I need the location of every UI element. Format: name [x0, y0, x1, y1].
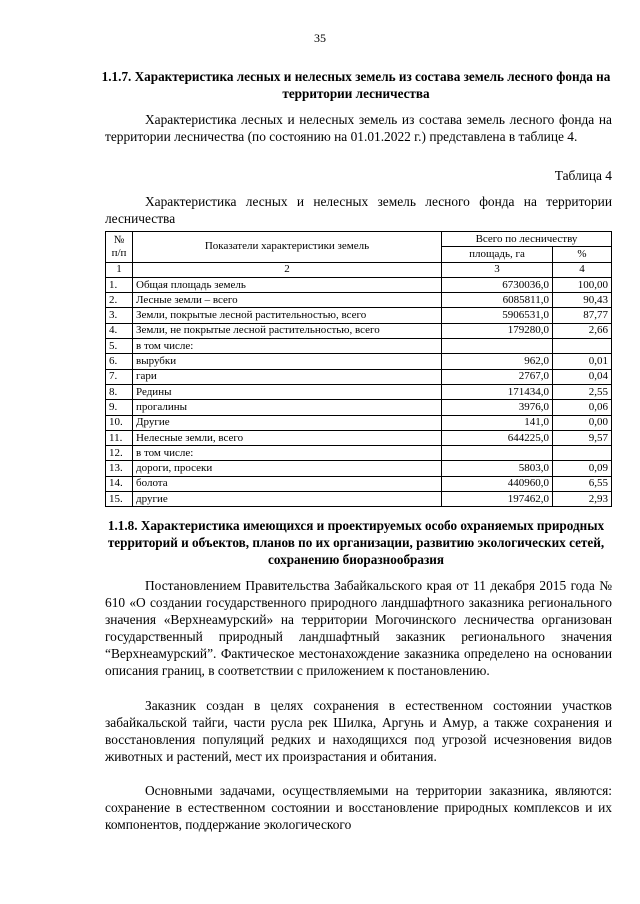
- header-num: № п/п: [106, 232, 133, 263]
- row-area-cell: 6730036,0: [442, 277, 553, 292]
- table-label: Таблица 4: [554, 168, 612, 183]
- body-paragraph: Основными задачами, осуществляемыми на территории заказника, являются: сохранение в естественном состоянии и восстановление природных комплексов и их компонентов, поддержание экологического: [105, 783, 612, 832]
- table-row: [106, 384, 612, 399]
- row-area-cell: 5906531,0: [442, 308, 553, 323]
- row-percent-cell: 0,04: [553, 369, 612, 384]
- row-percent-cell: 0,00: [553, 415, 612, 430]
- header-group: Всего по лесничеству: [442, 232, 612, 247]
- row-area-cell: 179280,0: [442, 323, 553, 338]
- table-row: [106, 400, 612, 415]
- row-num-cell: 3.: [106, 308, 133, 323]
- table-row: [106, 492, 612, 507]
- row-num-cell: 1.: [106, 277, 133, 292]
- row-name-cell: Общая площадь земель: [133, 277, 442, 292]
- row-percent-cell: 0,01: [553, 354, 612, 369]
- header-indicator: Показатели характеристики земель: [133, 232, 442, 263]
- row-num-cell: 8.: [106, 384, 133, 399]
- table-row: [106, 339, 612, 354]
- table-header-row: [106, 232, 612, 247]
- table-row: [106, 369, 612, 384]
- row-area-cell: 197462,0: [442, 492, 553, 507]
- row-area-cell: 3976,0: [442, 400, 553, 415]
- table-row: [106, 323, 612, 338]
- row-name-cell: другие: [133, 492, 442, 507]
- row-percent-cell: 9,57: [553, 430, 612, 445]
- row-area-cell: [442, 339, 553, 354]
- index-cell: 3: [442, 262, 553, 277]
- row-percent-cell: 2,66: [553, 323, 612, 338]
- body-paragraph: Постановлением Правительства Забайкальского края от 11 декабря 2015 года № 610 «О создании государственного природного ландшафтного заказника регионального значения «Верхнеамурский» на территории Могочинского лесничества организован государственный природный ландшафтный заказник регионального значения “Верхнеамурский”. Фактическое местонахождение заказника определено на основании описания границ, в соответствии с приложением к постановлению.: [105, 578, 612, 678]
- row-name-cell: Земли, покрытые лесной растительностью, всего: [133, 308, 442, 323]
- row-percent-cell: 100,00: [553, 277, 612, 292]
- row-area-cell: [442, 446, 553, 461]
- table-row: [106, 446, 612, 461]
- row-area-cell: 2767,0: [442, 369, 553, 384]
- row-num-cell: 14.: [106, 476, 133, 491]
- row-name-cell: в том числе:: [133, 339, 442, 354]
- table-row: [106, 415, 612, 430]
- row-area-cell: 141,0: [442, 415, 553, 430]
- row-num-cell: 11.: [106, 430, 133, 445]
- row-name-cell: в том числе:: [133, 446, 442, 461]
- section-heading: 1.1.7. Характеристика лесных и нелесных земель из состава земель лесного фонда на территории лесничества: [101, 69, 611, 101]
- row-name-cell: болота: [133, 476, 442, 491]
- table-row: [106, 354, 612, 369]
- page-number: 35: [314, 31, 326, 45]
- row-percent-cell: [553, 446, 612, 461]
- row-name-cell: дороги, просеки: [133, 461, 442, 476]
- row-name-cell: Лесные земли – всего: [133, 293, 442, 308]
- land-characteristics-table: [105, 231, 612, 507]
- row-num-cell: 5.: [106, 339, 133, 354]
- row-percent-cell: 0,09: [553, 461, 612, 476]
- row-num-cell: 6.: [106, 354, 133, 369]
- row-num-cell: 12.: [106, 446, 133, 461]
- table-caption: Характеристика лесных и нелесных земель лесного фонда на территории лесничества: [105, 194, 612, 226]
- table-index-row: [106, 262, 612, 277]
- row-num-cell: 7.: [106, 369, 133, 384]
- table-row: [106, 308, 612, 323]
- header-area: площадь, га: [442, 247, 553, 262]
- intro-paragraph: Характеристика лесных и нелесных земель из состава земель лесного фонда на территории лесничества (по состоянию на 01.01.2022 г.) представлена в таблице 4.: [105, 112, 612, 144]
- index-cell: 2: [133, 262, 442, 277]
- row-area-cell: 5803,0: [442, 461, 553, 476]
- row-percent-cell: 2,93: [553, 492, 612, 507]
- row-name-cell: Редины: [133, 384, 442, 399]
- row-num-cell: 10.: [106, 415, 133, 430]
- row-percent-cell: 87,77: [553, 308, 612, 323]
- row-name-cell: Другие: [133, 415, 442, 430]
- body-paragraph: Заказник создан в целях сохранения в естественном состоянии участков забайкальской тайги, части русла рек Шилка, Аргунь и Амур, а также сохранения и восстановления популяций редких и находящихся под угрозой исчезновения видов животных и растений, мест их произрастания и обитания.: [105, 698, 612, 764]
- table-row: [106, 430, 612, 445]
- section-heading-2: 1.1.8. Характеристика имеющихся и проектируемых особо охраняемых природных территорий и объектов, планов по их организации, развитию экологических сетей, сохранению биоразнообразия: [107, 518, 605, 567]
- table-row: [106, 277, 612, 292]
- row-name-cell: гари: [133, 369, 442, 384]
- row-area-cell: 171434,0: [442, 384, 553, 399]
- row-percent-cell: 6,55: [553, 476, 612, 491]
- row-percent-cell: 2,55: [553, 384, 612, 399]
- index-cell: 4: [553, 262, 612, 277]
- row-num-cell: 13.: [106, 461, 133, 476]
- row-name-cell: Земли, не покрытые лесной растительностью, всего: [133, 323, 442, 338]
- row-num-cell: 9.: [106, 400, 133, 415]
- row-area-cell: 440960,0: [442, 476, 553, 491]
- row-percent-cell: 0,06: [553, 400, 612, 415]
- row-name-cell: Нелесные земли, всего: [133, 430, 442, 445]
- row-num-cell: 15.: [106, 492, 133, 507]
- table-row: [106, 461, 612, 476]
- row-area-cell: 644225,0: [442, 430, 553, 445]
- row-area-cell: 6085811,0: [442, 293, 553, 308]
- header-percent: %: [553, 247, 612, 262]
- row-num-cell: 4.: [106, 323, 133, 338]
- row-name-cell: прогалины: [133, 400, 442, 415]
- row-name-cell: вырубки: [133, 354, 442, 369]
- row-percent-cell: 90,43: [553, 293, 612, 308]
- table-row: [106, 476, 612, 491]
- row-percent-cell: [553, 339, 612, 354]
- row-area-cell: 962,0: [442, 354, 553, 369]
- row-num-cell: 2.: [106, 293, 133, 308]
- table-row: [106, 293, 612, 308]
- index-cell: 1: [106, 262, 133, 277]
